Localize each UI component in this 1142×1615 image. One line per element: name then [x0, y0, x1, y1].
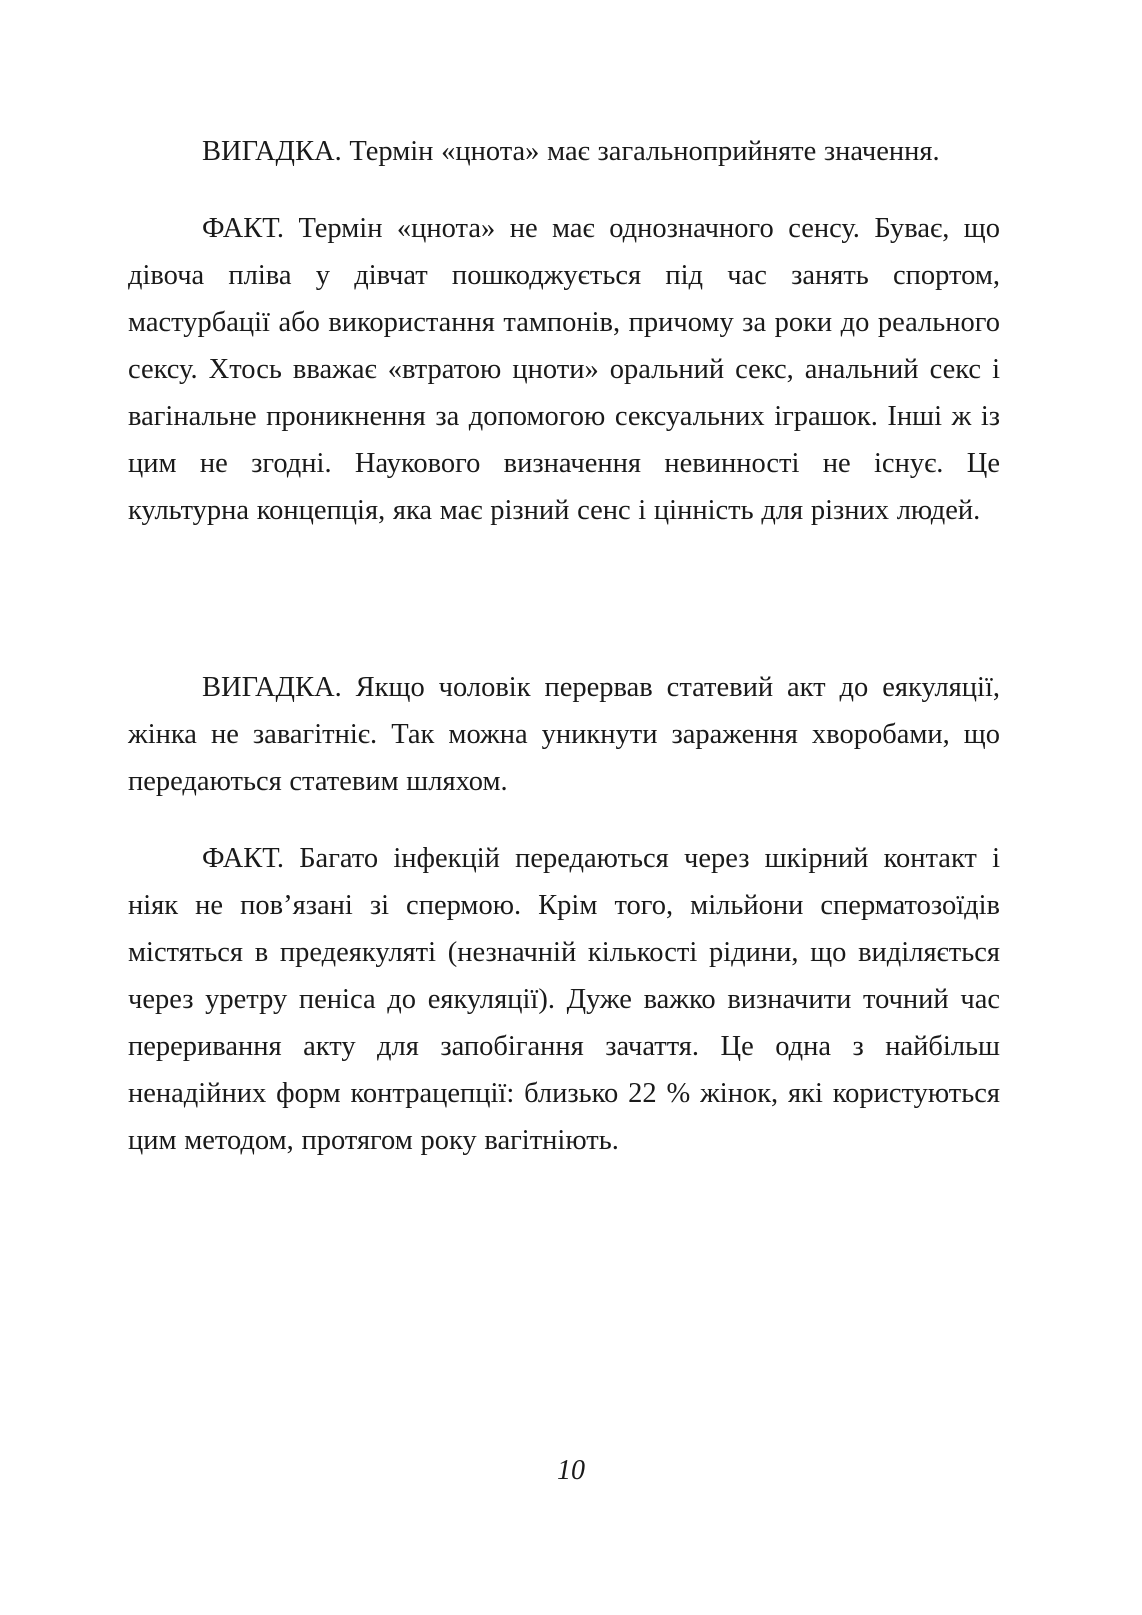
paragraph-myth-2: ВИГАДКА. Якщо чоловік перервав статевий акт до еякуляції, жінка не завагітніє. Так можна уникнути зараження хворобами, що передаються статевим шляхом.	[128, 672, 1000, 797]
paragraph-myth-1: ВИГАДКА. Термін «цнота» має загальноприйняте значення.	[202, 136, 940, 167]
page-text-column	[128, 128, 1000, 1164]
section-spacer	[128, 564, 1000, 664]
page-number: 10	[557, 1455, 585, 1486]
paragraph-fact-2: ФАКТ. Багато інфекцій передаються через шкірний контакт і ніяк не пов’язані зі спермою. Крім того, мільйони сперматозоїдів містяться в предеякуляті (незначній кількості рідини, що виділяється через уретру пеніса до еякуляції). Дуже важко визначити точний час переривання акту для запобігання зачаття. Це одна з найбільш ненадійних форм контрацепції: близько 22 % жінок, які користуються цим методом, протягом року вагітніють.	[128, 843, 1000, 1156]
paragraph-fact-1: ФАКТ. Термін «цнота» не має однозначного сенсу. Буває, що дівоча пліва у дівчат пошкоджується під час занять спортом, мастурбації або використання тампонів, причому за роки до реального сексу. Хтось вважає «втратою цноти» оральний секс, анальний секс і вагінальне проникнення за допомогою сексуальних іграшок. Інші ж із цим не згодні. Наукового визначення невинності не існує. Це культурна концепція, яка має різний сенс і цінність для різних людей.	[128, 213, 1000, 526]
